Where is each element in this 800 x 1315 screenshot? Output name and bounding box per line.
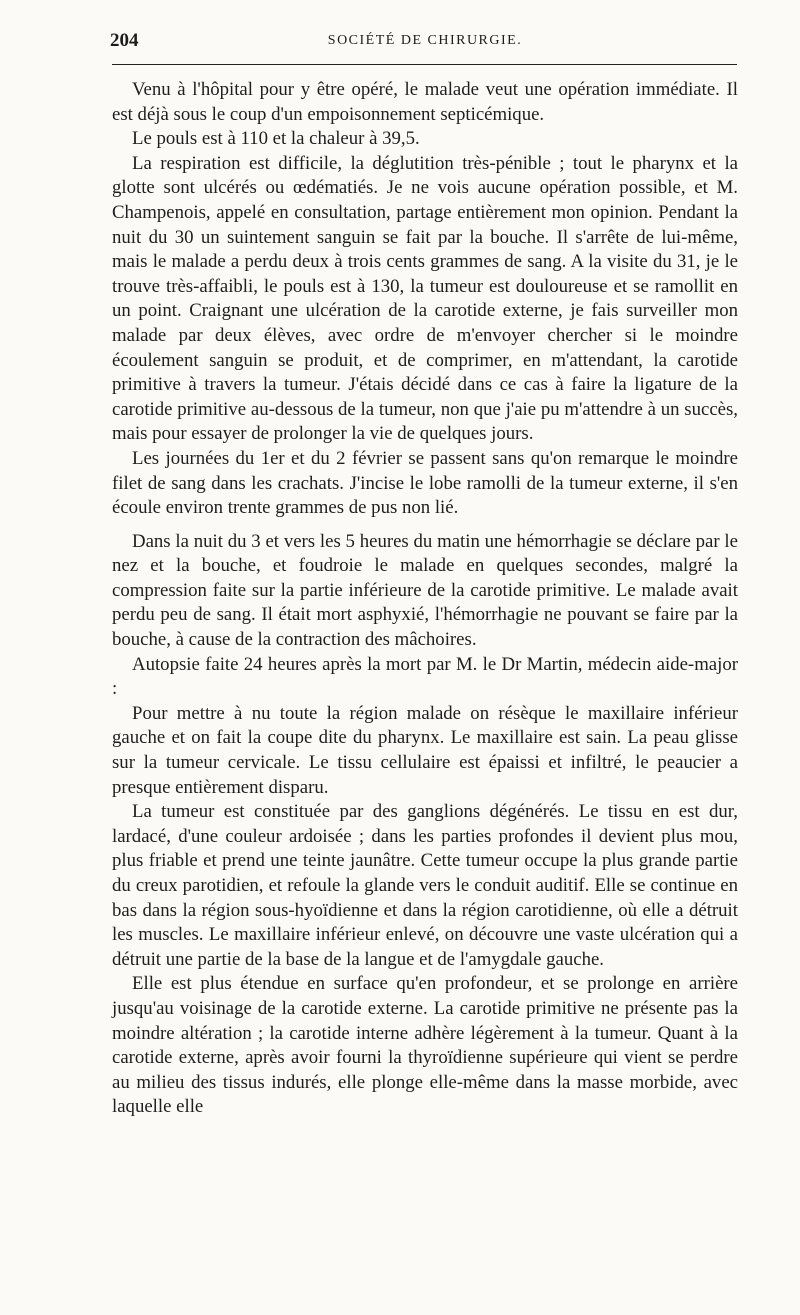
header-rule [112, 64, 737, 65]
running-head: SOCIÉTÉ DE CHIRURGIE. [327, 33, 523, 48]
paragraph: La tumeur est constituée par des ganglions dégénérés. Le tissu en est dur, lardacé, d'une couleur ardoisée ; dans les parties profondes il devient plus mou, plus friable et prend une teinte jaunâtre. Cette tumeur occupe la plus grande partie du creux parotidien, et refoule la glande vers le conduit auditif. Elle se continue en bas dans la région sous-hyoïdienne et dans la région carotidienne, où elle a détruit les muscles. Le maxillaire inférieur enlevé, on découvre une vaste ulcération qui a détruit une partie de la base de la langue et de l'amygdale gauche. [112, 801, 738, 970]
paragraph: Le pouls est à 110 et la chaleur à 39,5. [132, 128, 420, 150]
paragraph: Venu à l'hôpital pour y être opéré, le malade veut une opération immédiate. Il est déjà sous le coup d'un empoisonnement septicémique. [112, 79, 738, 125]
page-header [110, 30, 740, 56]
paragraph: Dans la nuit du 3 et vers les 5 heures du matin une hémorrhagie se déclare par le nez et la bouche, et foudroie le malade en quelques secondes, malgré la compression faite sur la partie inférieure de la carotide primitive. Le malade avait perdu peu de sang. Il était mort asphyxié, l'hémorrhagie ne pouvant se faire par la bouche, à cause de la contraction des mâchoires. [112, 530, 738, 651]
body-text [112, 78, 738, 1120]
paragraph: La respiration est difficile, la déglutition très-pénible ; tout le pharynx et la glotte sont ulcérés ou œdématiés. Je ne vois aucune opération possible, et M. Champenois, appelé en consultation, partage entièrement mon opinion. Pendant la nuit du 30 un suintement sanguin se fait par la bouche. Il s'arrête de lui-même, mais le malade a perdu deux à trois cents grammes de sang. A la visite du 31, je le trouve très-affaibli, le pouls est à 130, la tumeur est douloureuse et se ramollit en un point. Craignant une ulcération de la carotide externe, je fais surveiller mon malade par deux élèves, avec ordre de m'envoyer chercher si le moindre écoulement sanguin se produit, et de comprimer, en m'attendant, la carotide primitive à travers la tumeur. J'étais décidé dans ce cas à faire la ligature de la carotide primitive au-dessous de la tumeur, non que j'aie pu m'attendre à un succès, mais pour essayer de prolonger la vie de quelques jours. [112, 152, 738, 445]
paragraph: Autopsie faite 24 heures après la mort par M. le Dr Martin, médecin aide-major : [112, 653, 738, 700]
page-number: 204 [110, 30, 139, 51]
paragraph: Pour mettre à nu toute la région malade on résèque le maxillaire inférieur gauche et on fait la coupe dite du pharynx. Le maxillaire est sain. La peau glisse sur la tumeur cervicale. Le tissu cellulaire est épaissi et infiltré, le peaucier a presque entièrement disparu. [112, 702, 738, 798]
paragraph: Les journées du 1er et du 2 février se passent sans qu'on remarque le moindre filet de sang dans les crachats. J'incise le lobe ramolli de la tumeur externe, il s'en écoule environ trente grammes de pus non lié. [112, 447, 738, 519]
paragraph: Elle est plus étendue en surface qu'en profondeur, et se prolonge en arrière jusqu'au voisinage de la carotide externe. La carotide primitive ne présente pas la moindre altération ; la carotide interne adhère légèrement à la tumeur. Quant à la carotide externe, après avoir fourni la thyroïdienne supérieure qui vient se perdre au milieu des tissus indurés, elle plonge elle-même dans la masse morbide, avec laquelle elle [112, 973, 738, 1118]
